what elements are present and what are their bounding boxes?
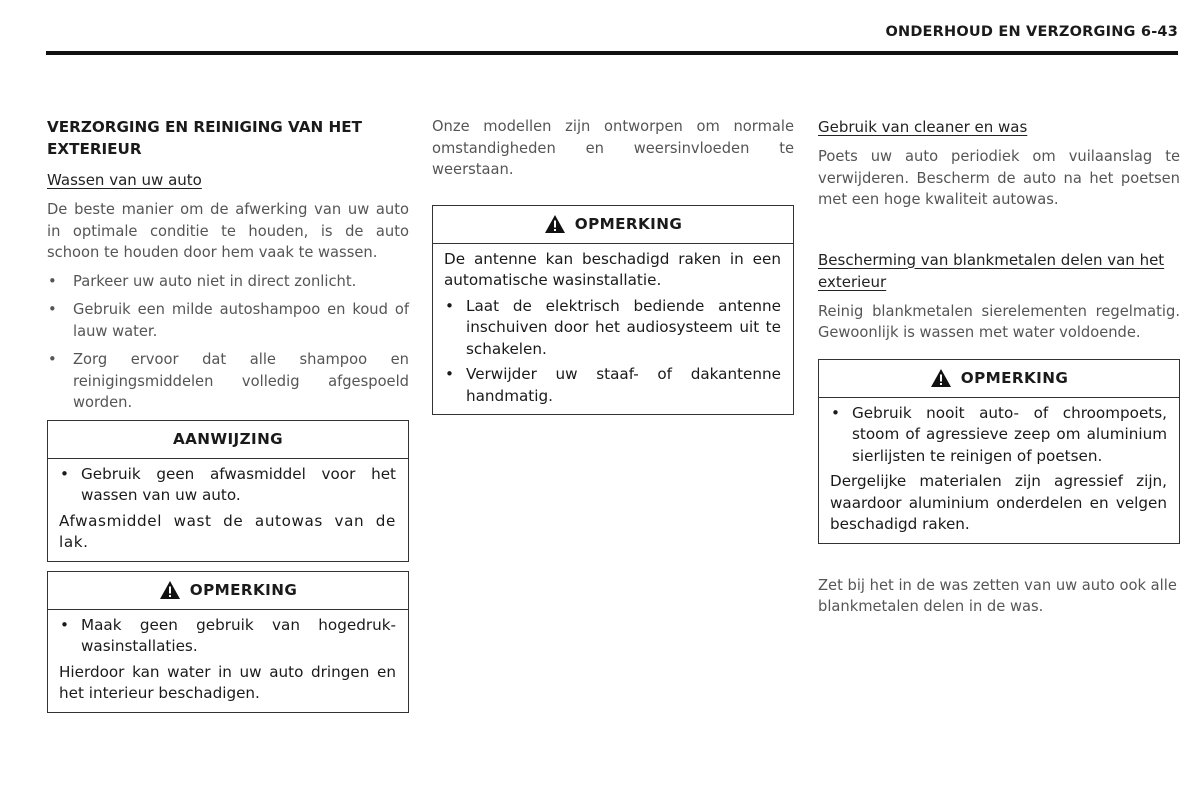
warning-icon bbox=[930, 368, 952, 388]
subhead-wassen: Wassen van uw auto bbox=[47, 171, 202, 189]
opmerking-bullets bbox=[444, 296, 781, 408]
warning-icon bbox=[159, 580, 181, 600]
page-header: ONDERHOUD EN VERZORGING 6-43 bbox=[885, 24, 1178, 40]
opmerking-box-header bbox=[433, 206, 793, 244]
opmerking-box-body bbox=[819, 398, 1179, 543]
opmerking-box-3 bbox=[818, 359, 1180, 544]
header-rule bbox=[46, 51, 1178, 55]
opmerking-box-2 bbox=[432, 205, 794, 416]
list-item: • Verwijder uw staaf- of dakantenne handmatig. bbox=[444, 364, 781, 407]
opmerking-box-1 bbox=[47, 571, 409, 713]
opmerking-text: De antenne kan beschadigd raken in een automatische wasinstallatie. bbox=[444, 249, 781, 289]
opmerking-box-header bbox=[819, 360, 1179, 398]
closing-paragraph: Zet bij het in de was zetten van uw auto ook alle blankmetalen delen in de was. bbox=[818, 576, 1177, 615]
subhead-cleaner: Gebruik van cleaner en was bbox=[818, 118, 1028, 136]
list-item: • Parkeer uw auto niet in direct zonlicht. bbox=[47, 271, 409, 293]
list-item: • Laat de elektrisch bediende antenne inschuiven door het audiosysteem uit te schakelen. bbox=[444, 296, 781, 361]
opmerking-bullets bbox=[830, 403, 1167, 468]
opmerking-title: OPMERKING bbox=[189, 581, 298, 599]
aanwijzing-bullets bbox=[59, 464, 396, 507]
opmerking-bullets bbox=[59, 615, 396, 658]
subhead-blankmetalen: Bescherming van blankmetalen delen van het exterieur bbox=[818, 250, 1165, 291]
opmerking-text: Dergelijke materialen zijn agressief zijn, waardoor aluminium onderdelen en velgen beschadigd raken. bbox=[830, 472, 1167, 533]
opmerking-box-body bbox=[48, 610, 408, 712]
column-3 bbox=[818, 116, 1180, 618]
intro-paragraph: De beste manier om de afwerking van uw auto in optimale conditie te houden, is de auto schoon te houden door hem vaak te wassen. bbox=[47, 201, 409, 261]
column-1 bbox=[47, 116, 409, 713]
aanwijzing-box-header bbox=[48, 421, 408, 459]
aanwijzing-text: Afwasmiddel wast de autowas van de lak. bbox=[59, 511, 396, 551]
opmerking-title: OPMERKING bbox=[960, 369, 1069, 387]
list-item: • Zorg ervoor dat alle shampoo en reinigingsmiddelen volledig afgespoeld worden. bbox=[47, 349, 409, 414]
opmerking-box-header bbox=[48, 572, 408, 610]
opmerking-box-body bbox=[433, 244, 793, 415]
cleaner-paragraph: Poets uw auto periodiek om vuilaanslag te verwijderen. Bescherm de auto na het poetsen met een hoge kwaliteit autowas. bbox=[818, 148, 1180, 208]
section-title: VERZORGING EN REINIGING VAN HET EXTERIEUR bbox=[47, 118, 362, 158]
intro-paragraph: Onze modellen zijn ontworpen om normale omstandigheden en weersinvloeden te weerstaan. bbox=[432, 118, 794, 178]
warning-icon bbox=[544, 214, 566, 234]
list-item: • Gebruik geen afwasmiddel voor het wassen van uw auto. bbox=[59, 464, 396, 507]
aanwijzing-box-body bbox=[48, 459, 408, 561]
blankmetalen-paragraph: Reinig blankmetalen sierelementen regelmatig. Gewoonlijk is wassen met water voldoende. bbox=[818, 302, 1180, 341]
list-item: • Gebruik een milde autoshampoo en koud of lauw water. bbox=[47, 299, 409, 342]
aanwijzing-title: AANWIJZING bbox=[172, 430, 284, 448]
aanwijzing-box bbox=[47, 420, 409, 562]
column-2 bbox=[432, 116, 794, 415]
opmerking-text: Hierdoor kan water in uw auto dringen en het interieur beschadigen. bbox=[59, 662, 396, 702]
list-item: • Gebruik nooit auto- of chroompoets, stoom of agressieve zeep om aluminium sierlijsten te reinigen of poetsen. bbox=[830, 403, 1167, 468]
wash-bullet-list bbox=[47, 271, 409, 414]
list-item: • Maak geen gebruik van hogedruk-wasinstallaties. bbox=[59, 615, 396, 658]
opmerking-title: OPMERKING bbox=[574, 215, 683, 233]
